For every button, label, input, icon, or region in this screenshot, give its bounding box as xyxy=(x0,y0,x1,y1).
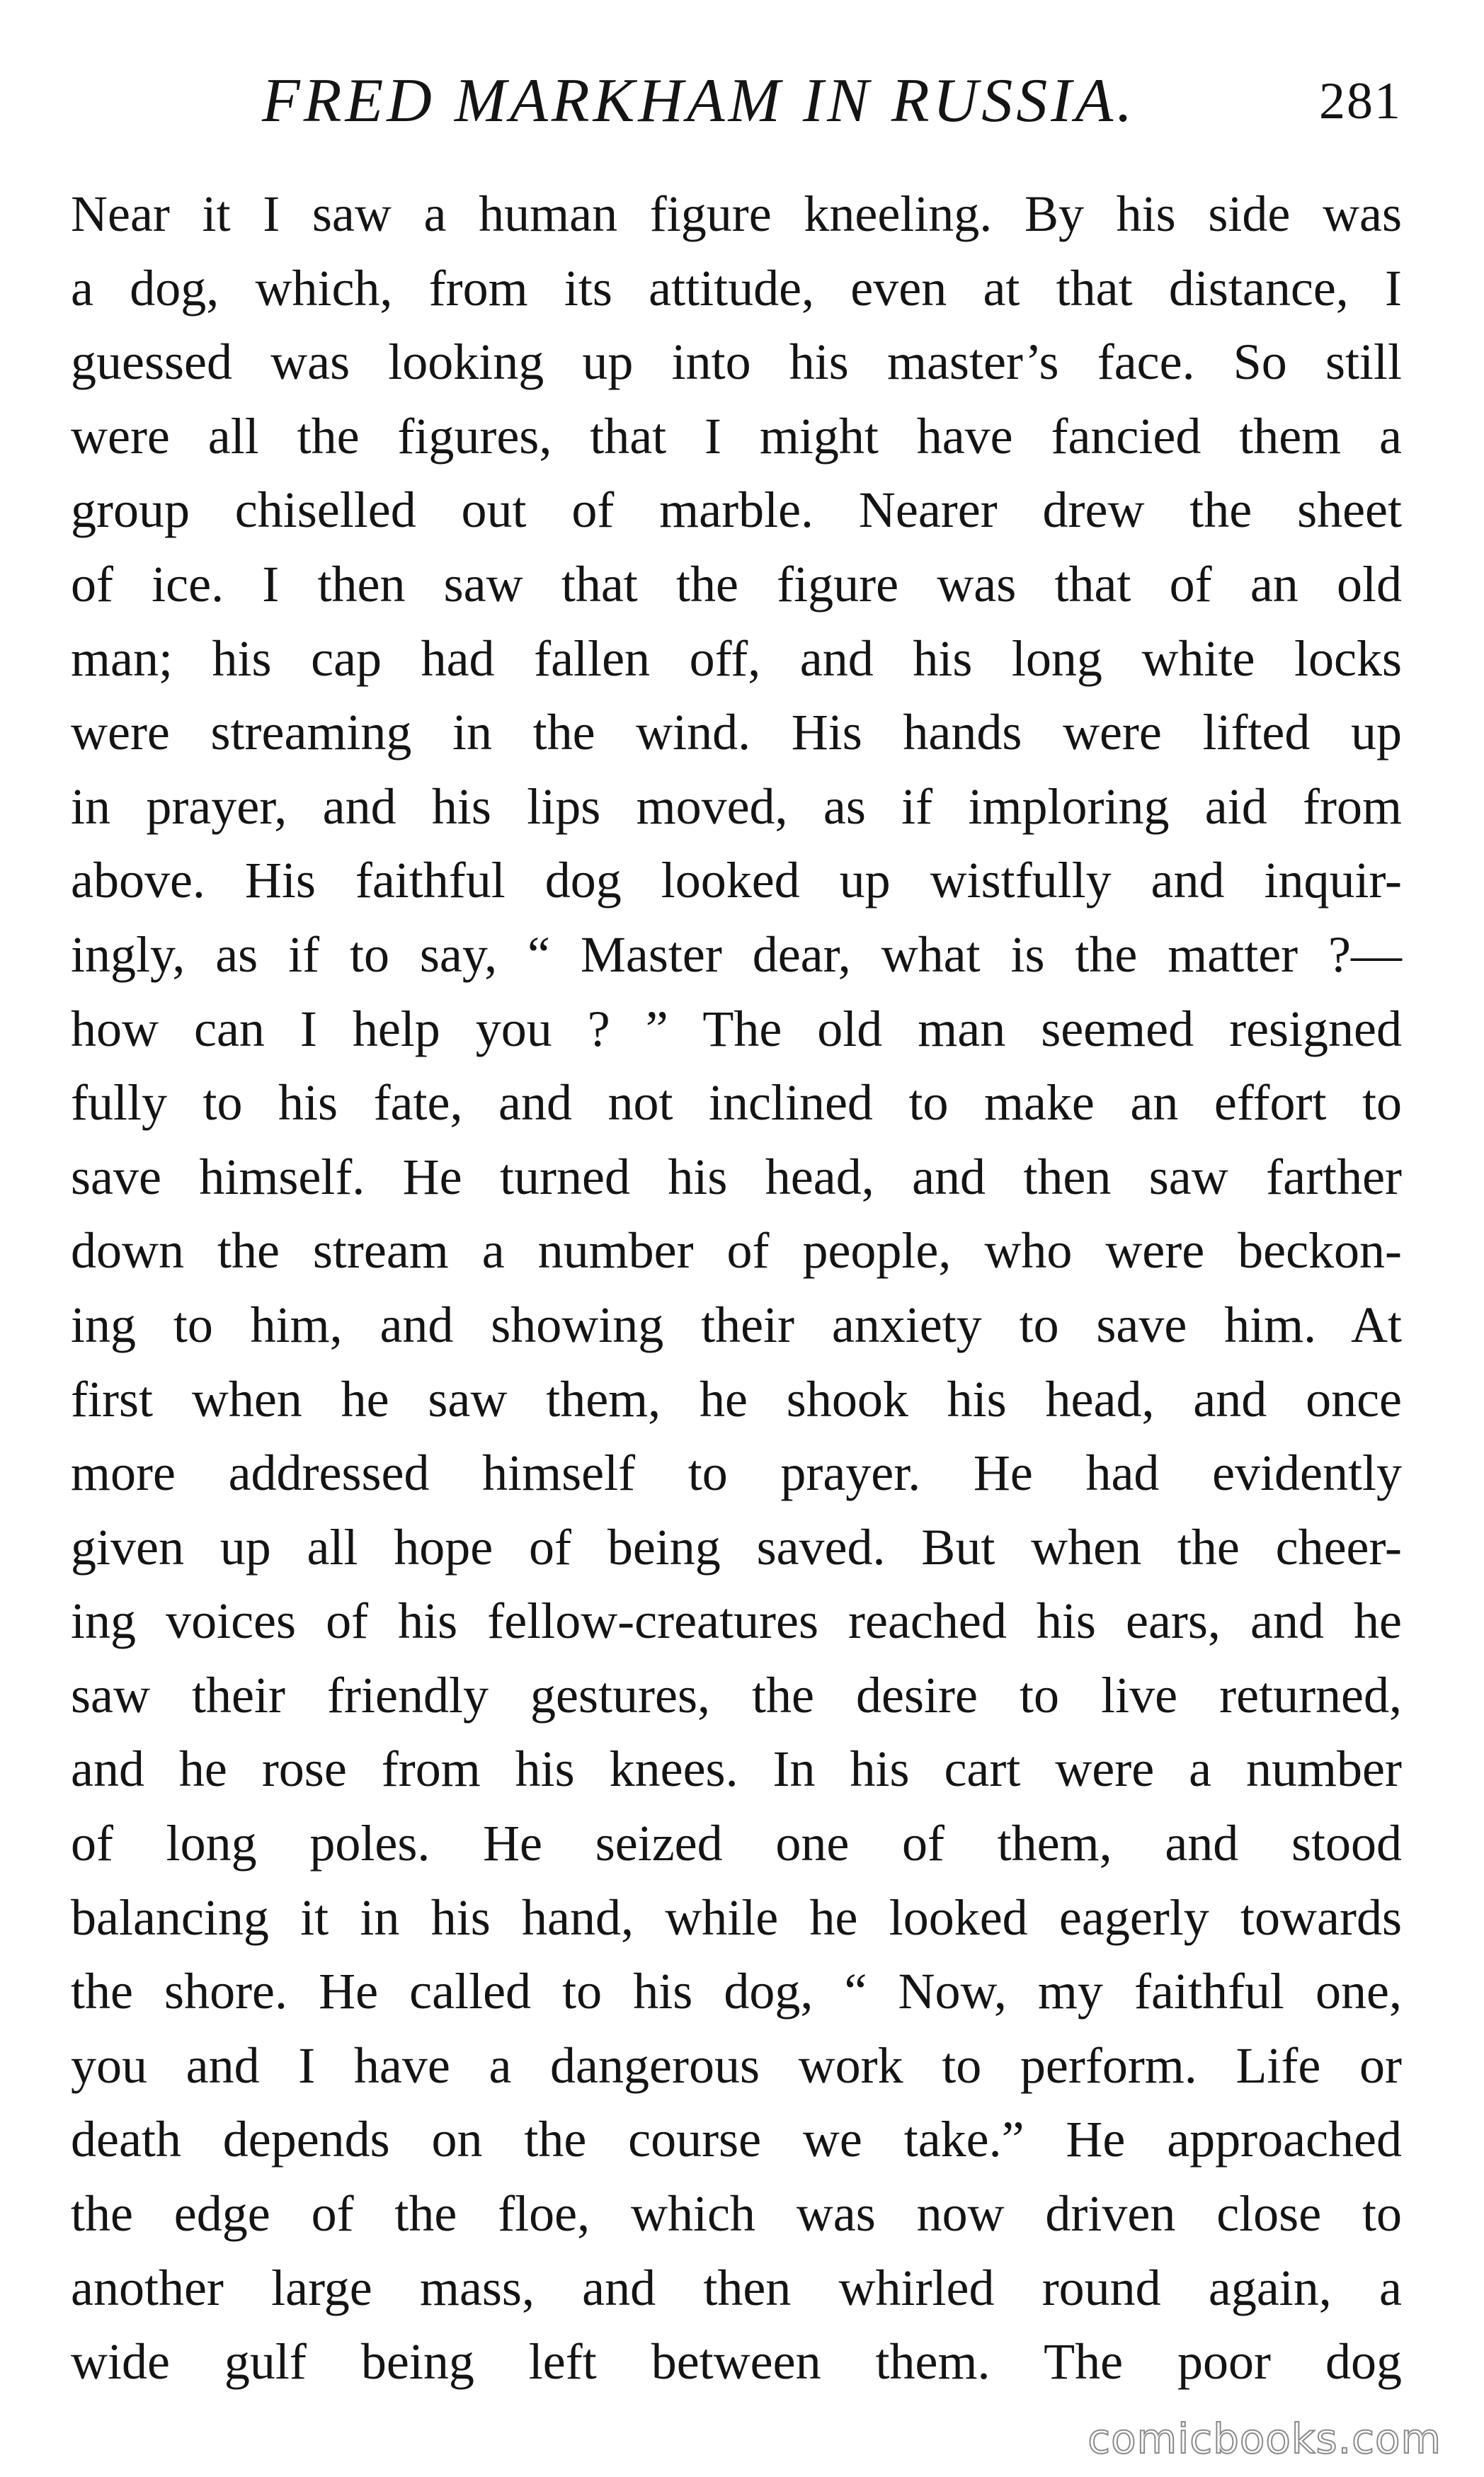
text-line: you and I have a dangerous work to perform. Life or xyxy=(71,2037,1402,2094)
text-line: ingly, as if to say, “ Master dear, what is the matter ?— xyxy=(71,926,1402,983)
text-line: ing voices of his fellow-creatures reached his ears, and he xyxy=(71,1593,1402,1650)
text-line: of long poles. He seized one of them, and stood xyxy=(71,1815,1402,1872)
page-header xyxy=(71,62,1402,140)
text-line: were streaming in the wind. His hands were lifted up xyxy=(71,704,1402,761)
text-line: wide gulf being left between them. The poor dog xyxy=(71,2333,1402,2391)
text-line: down the stream a number of people, who were beckon- xyxy=(71,1222,1402,1280)
text-line: in prayer, and his lips moved, as if imploring aid from xyxy=(71,778,1402,835)
text-line: balancing it in his hand, while he looked eagerly towards xyxy=(71,1889,1402,1946)
text-line: first when he saw them, he shook his head, and once xyxy=(71,1370,1402,1428)
page-number: 281 xyxy=(1319,72,1402,130)
text-line: save himself. He turned his head, and then saw farther xyxy=(71,1148,1402,1205)
text-line: of ice. I then saw that the figure was that of an old xyxy=(71,555,1402,613)
text-line: given up all hope of being saved. But when the cheer- xyxy=(71,1518,1402,1576)
text-line: death depends on the course we take.” He approached xyxy=(71,2111,1402,2168)
text-line: Near it I saw a human figure kneeling. By his side was xyxy=(71,186,1402,242)
text-line: fully to his fate, and not inclined to make an effort to xyxy=(71,1074,1402,1132)
text-line: man; his cap had fallen off, and his long white locks xyxy=(71,630,1402,687)
text-line: above. His faithful dog looked up wistfully and inquir- xyxy=(71,852,1402,909)
body-text xyxy=(71,177,1402,2399)
watermark: comicbooks.com xyxy=(1088,2415,1442,2463)
text-line: the edge of the floe, which was now driven close to xyxy=(71,2185,1402,2243)
text-line: were all the figures, that I might have fancied them a xyxy=(71,407,1402,465)
text-line: saw their friendly gestures, the desire to live returned, xyxy=(71,1666,1402,1724)
text-line: how can I help you ? ” The old man seemed resigned xyxy=(71,1000,1402,1057)
running-title: FRED MARKHAM IN RUSSIA. xyxy=(262,67,1136,135)
text-line: the shore. He called to his dog, “ Now, my faithful one, xyxy=(71,1963,1402,2020)
text-line: another large mass, and then whirled round again, a xyxy=(71,2259,1402,2316)
text-line: more addressed himself to prayer. He had evidently xyxy=(71,1445,1402,1502)
text-line: group chiselled out of marble. Nearer drew the sheet xyxy=(71,482,1402,539)
text-line: a dog, which, from its attitude, even at that distance, I xyxy=(71,259,1402,317)
text-line: ing to him, and showing their anxiety to save him. At xyxy=(71,1296,1402,1353)
text-line: guessed was looking up into his master’s face. So still xyxy=(71,334,1402,391)
text-line: and he rose from his knees. In his cart were a number xyxy=(71,1741,1402,1798)
